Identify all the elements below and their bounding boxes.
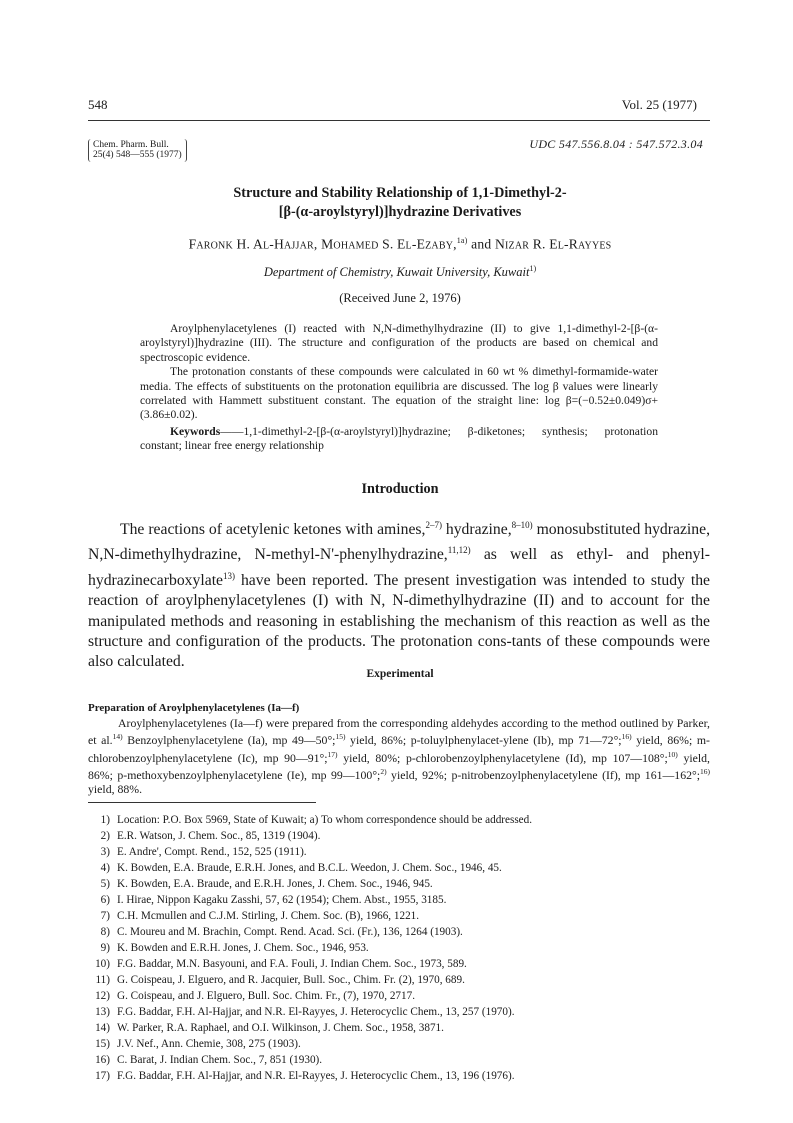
header-rule bbox=[88, 120, 710, 121]
author-3: Nizar R. El-Rayyes bbox=[495, 236, 612, 252]
footnote: 9) K. Bowden and E.R.H. Jones, J. Chem. Soc., 1946, 953. bbox=[100, 942, 369, 954]
journal-issue: 25(4) 548—555 (1977) bbox=[93, 150, 182, 160]
author-list bbox=[100, 236, 700, 253]
introduction-heading: Introduction bbox=[361, 481, 439, 497]
footnote: 16) C. Barat, J. Indian Chem. Soc., 7, 851 (1930). bbox=[95, 1054, 323, 1066]
introduction-body bbox=[88, 515, 710, 672]
footnote: 15) J.V. Nef., Ann. Chemie, 308, 275 (1903). bbox=[95, 1038, 301, 1050]
page-number: 548 bbox=[88, 97, 108, 112]
keywords bbox=[140, 425, 658, 454]
footnote: 1) Location: P.O. Box 5969, State of Kuwait; a) To whom correspondence should be addressed. bbox=[100, 814, 533, 826]
footnotes bbox=[88, 812, 728, 1084]
journal-name: Chem. Pharm. Bull. bbox=[93, 140, 169, 150]
footnote: 8) C. Moureu and M. Brachin, Compt. Rend. Acad. Sci. (Fr.), 136, 1264 (1903). bbox=[100, 926, 463, 938]
footnote: 10) F.G. Baddar, M.N. Basyouni, and F.A. Fouli, J. Indian Chem. Soc., 1973, 589. bbox=[95, 958, 467, 970]
keywords-label: Keywords bbox=[170, 424, 221, 438]
preparation-subheading: Preparation of Aroylphenylacetylenes (Ia—f) bbox=[88, 702, 300, 714]
department: Department of Chemistry, Kuwait University, Kuwait bbox=[263, 265, 530, 280]
footnote: 3) E. Andre', Compt. Rend., 152, 525 (1911). bbox=[100, 846, 307, 858]
footnote: 6) I. Hirae, Nippon Kagaku Zasshi, 57, 62 (1954); Chem. Abst., 1955, 3185. bbox=[100, 894, 447, 906]
footnote: 17) F.G. Baddar, F.H. Al-Hajjar, and N.R. El-Rayyes, J. Heterocyclic Chem., 13, 196 (1976). bbox=[95, 1070, 515, 1082]
footnote: 2) E.R. Watson, J. Chem. Soc., 85, 1319 (1904). bbox=[100, 830, 321, 842]
title-line-1: Structure and Stability Relationship of 1,1-Dimethyl-2- bbox=[233, 185, 567, 201]
author-2: Mohamed S. El-Ezaby, bbox=[321, 236, 457, 252]
abstract bbox=[140, 322, 658, 454]
footnote: 11) G. Coispeau, J. Elguero, and R. Jacquier, Bull. Soc., Chim. Fr. (2), 1970, 689. bbox=[95, 974, 465, 986]
affiliation bbox=[100, 264, 700, 280]
preparation-body bbox=[88, 716, 710, 797]
author-conjunction: and bbox=[471, 236, 492, 252]
preparation-paragraph: Aroylphenylacetylenes (Ia—f) were prepared from the corresponding aldehydes according to the method outlined by Parker, et al.$^{14)}$ Benzoylphenylacetylene (Ia), mp 49—50°;$^{15)}$ yield, 86%; p-toluylphenylacet-ylene (Ib), mp 71—72°;$^{16)}$ yield, 86%; m-chlorobenzoylphenylacetylene (Ic), mp 90—91°;$^{17)}$ yield, 80%; p-chlorobenzoylphenylacetylene (Id), mp 107—108°;$^{10)}$ yield, 86%; p-methoxybenzoylphenylacetylene (Ie), mp 99—100°;$^{2)}$ yield, 92%; p-nitrobenzoylphenylacetylene (If), mp 161—162°;$^{16)}$ yield, 88%. bbox=[88, 716, 710, 797]
received-date: (Received June 2, 1976) bbox=[339, 291, 461, 305]
udc-code: UDC 547.556.8.04 : 547.572.3.04 bbox=[529, 137, 703, 151]
article-title bbox=[150, 184, 650, 222]
footnote: 4) K. Bowden, E.A. Braude, E.R.H. Jones, and B.C.L. Weedon, J. Chem. Soc., 1946, 45. bbox=[100, 862, 502, 874]
footnote: 13) F.G. Baddar, F.H. Al-Hajjar, and N.R. El-Rayyes, J. Heterocyclic Chem., 13, 257 (1970). bbox=[95, 1006, 515, 1018]
footnote-rule bbox=[88, 802, 316, 803]
keywords-text: ——1,1-dimethyl-2-[β-(α-aroylstyryl)]hydrazine; β-diketones; synthesis; protonation constant; linear free energy relationship bbox=[140, 424, 658, 453]
title-line-2: [β-(α-aroylstyryl)]hydrazine Derivatives bbox=[278, 204, 522, 220]
author-2-note: 1a) bbox=[456, 236, 468, 245]
experimental-heading: Experimental bbox=[366, 668, 434, 680]
footnote: 12) G. Coispeau, and J. Elguero, Bull. Soc. Chim. Fr., (7), 1970, 2717. bbox=[95, 990, 416, 1002]
introduction-paragraph: The reactions of acetylenic ketones with amines,$^{2-7)}$ hydrazine,$^{8-10)}$ monosubstituted hydrazine, N,N-dimethylhydrazine, N-methyl-N'-phenylhydrazine,$^{11,12)}$ as well as ethyl- and phenyl-hydrazinecarboxylate$^{13)}$ have been reported. The present investigation was intended to study the reaction of aroylphenylacetylenes (I) with N, N-dimethylhydrazine (II) and to account for the manipulated methods and reasoning in establishing the mechanism of this reaction as well as the structure and configuration of the products. The protonation cons-tants of these compounds were also calculated. bbox=[88, 520, 710, 670]
footnote: 14) W. Parker, R.A. Raphael, and O.I. Wilkinson, J. Chem. Soc., 1958, 3871. bbox=[95, 1022, 444, 1034]
author-1: Faronk H. Al-Hajjar, bbox=[188, 236, 318, 252]
footnote: 5) K. Bowden, E.A. Braude, and E.R.H. Jones, J. Chem. Soc., 1946, 945. bbox=[100, 878, 433, 890]
journal-citation-box bbox=[88, 139, 187, 162]
footnote: 7) C.H. Mcmullen and C.J.M. Stirling, J. Chem. Soc. (B), 1966, 1221. bbox=[100, 910, 420, 922]
volume-label: Vol. 25 (1977) bbox=[621, 97, 697, 112]
abstract-paragraph-2: The protonation constants of these compounds were calculated in 60 wt % dimethyl-formamide-water media. The effects of substituents on the protonation equilibria are discussed. The log β values were linearly correlated with Hammett substituent constant. The equation of the straight line: log β=(−0.52±0.049)σ+(3.86±0.02). bbox=[140, 365, 658, 422]
department-note: 1) bbox=[529, 264, 537, 273]
abstract-paragraph-1: Aroylphenylacetylenes (I) reacted with N,N-dimethylhydrazine (II) to give 1,1-dimethyl-2-[β-(α-aroylstyryl)]hydrazine (III). The structure and configuration of the products are based on chemical and spectroscopic evidence. bbox=[140, 322, 658, 364]
